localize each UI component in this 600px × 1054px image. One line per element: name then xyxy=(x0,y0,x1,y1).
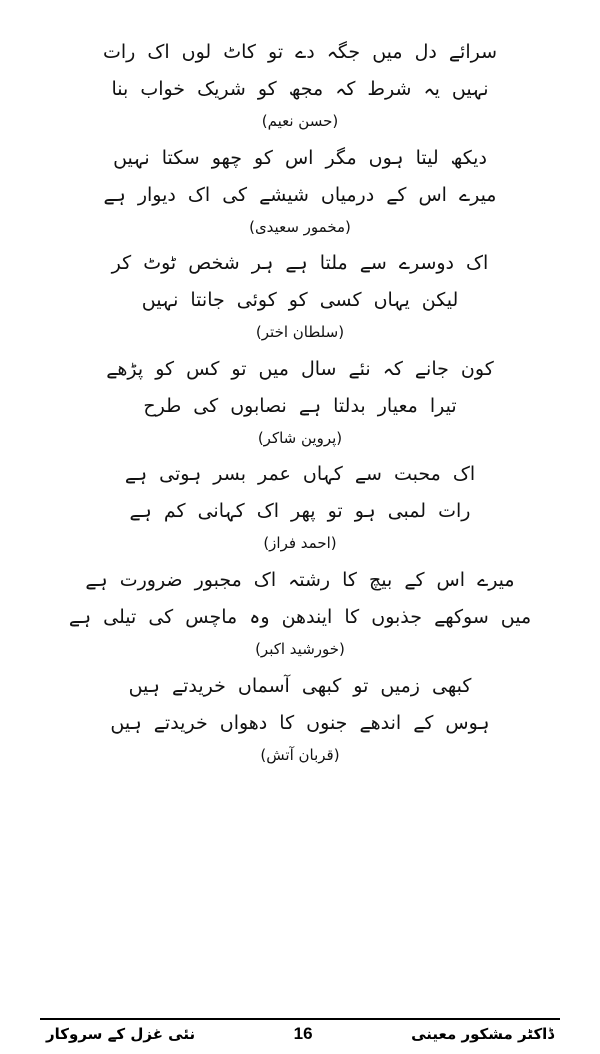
poetry-content xyxy=(40,34,560,1012)
poet-attribution: (سلطان اختر) xyxy=(255,323,345,342)
verse-line: اک محبت سے کہاں عمر بسر ہوتی ہے xyxy=(124,463,476,486)
footer-book-title: نئی غزل کے سروکار xyxy=(46,1025,196,1043)
verse-line: کبھی زمیں تو کبھی آسماں خریدتے ہیں xyxy=(128,674,472,697)
stanza xyxy=(40,245,560,347)
verse-line: رات لمبی ہو تو پھر اک کہانی کم ہے xyxy=(129,500,471,523)
verse-line: لیکن یہاں کسی کو کوئی جانتا نہیں xyxy=(141,289,459,312)
verse-line: میرے اس کے درمیاں شیشے کی اک دیوار ہے xyxy=(103,183,497,206)
verse-line: میں سوکھے جذبوں کا ایندھن وہ ماچس کی تیلی ہے xyxy=(68,606,532,629)
footer-author-name: ڈاکٹر مشکور معینی xyxy=(411,1025,554,1043)
footer-divider xyxy=(40,1018,560,1020)
stanza xyxy=(40,34,560,136)
verse-line: کون جانے کہ نئے سال میں تو کس کو پڑھے xyxy=(106,357,494,380)
page-number: 16 xyxy=(293,1024,313,1043)
stanza xyxy=(40,456,560,558)
stanza xyxy=(40,562,560,664)
poet-attribution: (قربان آتش) xyxy=(260,745,340,764)
poet-attribution: (پروین شاکر) xyxy=(257,428,343,447)
stanza xyxy=(40,668,560,770)
verse-line: اک دوسرے سے ملتا ہے ہر شخص ٹوٹ کر xyxy=(111,252,489,275)
verse-line: دیکھ لیتا ہوں مگر اس کو چھو سکتا نہیں xyxy=(113,146,487,169)
verse-line: سرائے دل میں جگہ دے تو کاٹ لوں اک رات xyxy=(102,41,498,63)
stanza xyxy=(40,140,560,242)
poet-attribution: (خورشید اکبر) xyxy=(255,640,345,659)
verse-line: میرے اس کے بیچ کا رشتہ اک مجبور ضرورت ہے xyxy=(85,568,515,591)
stanza xyxy=(40,351,560,453)
verse-line: نہیں یہ شرط کہ مجھ کو شریک خواب بنا xyxy=(111,78,489,101)
verse-line: ہوس کے اندھے جنوں کا دھواں خریدتے ہیں xyxy=(110,711,490,734)
verse-line: تیرا معیار بدلتا ہے نصابوں کی طرح xyxy=(143,394,457,417)
poet-attribution: (مخمور سعیدی) xyxy=(249,217,351,236)
poet-attribution: (احمد فراز) xyxy=(263,534,337,553)
page-footer xyxy=(40,1024,560,1054)
poet-attribution: (حسن نعیم) xyxy=(261,112,339,131)
